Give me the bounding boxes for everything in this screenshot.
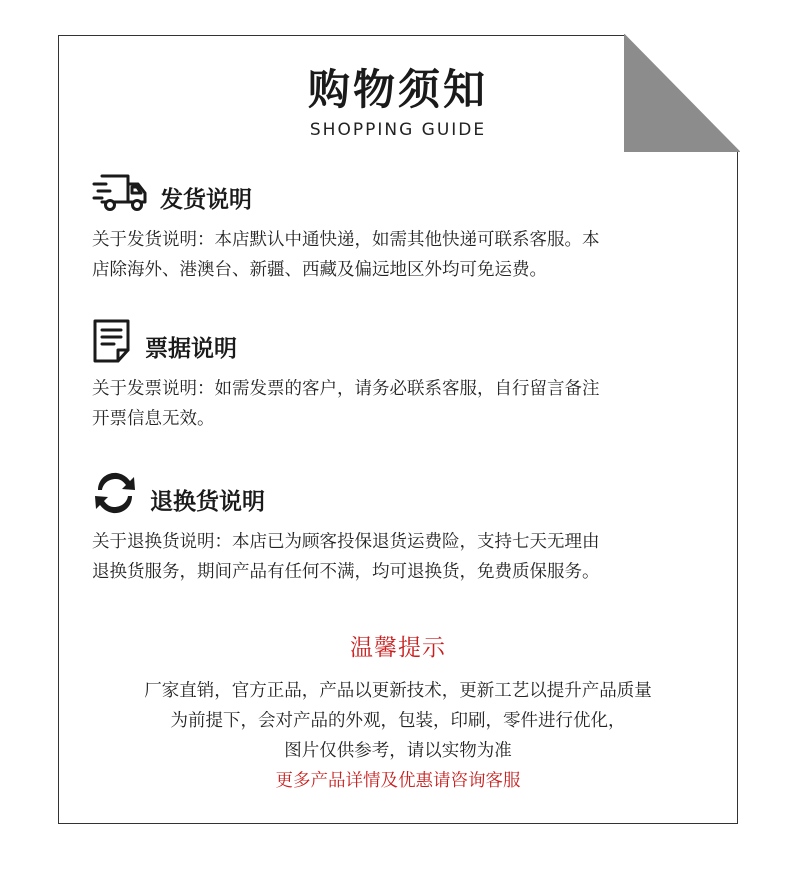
section-title-invoice: 票据说明 (145, 336, 237, 362)
delivery-truck-icon (92, 172, 148, 214)
section-title-delivery: 发货说明 (160, 187, 252, 213)
page-subtitle: SHOPPING GUIDE (309, 120, 487, 140)
delivery-text-line-2: 店除海外、港澳台、新疆、西藏及偏远地区外均可免运费。 (92, 260, 547, 280)
notice-line-1: 厂家直销，官方正品，产品以更新技术，更新工艺以提升产品质量 (144, 681, 652, 701)
notice-line-2: 为前提下，会对产品的外观，包装，印刷，零件进行优化， (170, 711, 626, 731)
section-title-returns: 退换货说明 (150, 489, 265, 515)
page-title: 购物须知 (307, 65, 488, 114)
document-icon (92, 318, 132, 364)
returns-text-line-2: 退换货服务，期间产品有任何不满，均可退换货，免费质保服务。 (92, 562, 600, 582)
notice-title: 温馨提示 (350, 635, 446, 661)
exchange-arrows-icon (92, 468, 138, 518)
notice-highlight: 更多产品详情及优惠请咨询客服 (275, 771, 521, 791)
returns-text-line-1: 关于退换货说明：本店已为顾客投保退货运费险，支持七天无理由 (92, 532, 600, 552)
invoice-text-line-2: 开票信息无效。 (92, 409, 215, 429)
delivery-text-line-1: 关于发货说明：本店默认中通快递，如需其他快递可联系客服。本 (92, 230, 600, 250)
notice-line-3: 图片仅供参考，请以实物为准 (284, 741, 512, 761)
invoice-text-line-1: 关于发票说明：如需发票的客户，请务必联系客服，自行留言备注 (92, 379, 600, 399)
